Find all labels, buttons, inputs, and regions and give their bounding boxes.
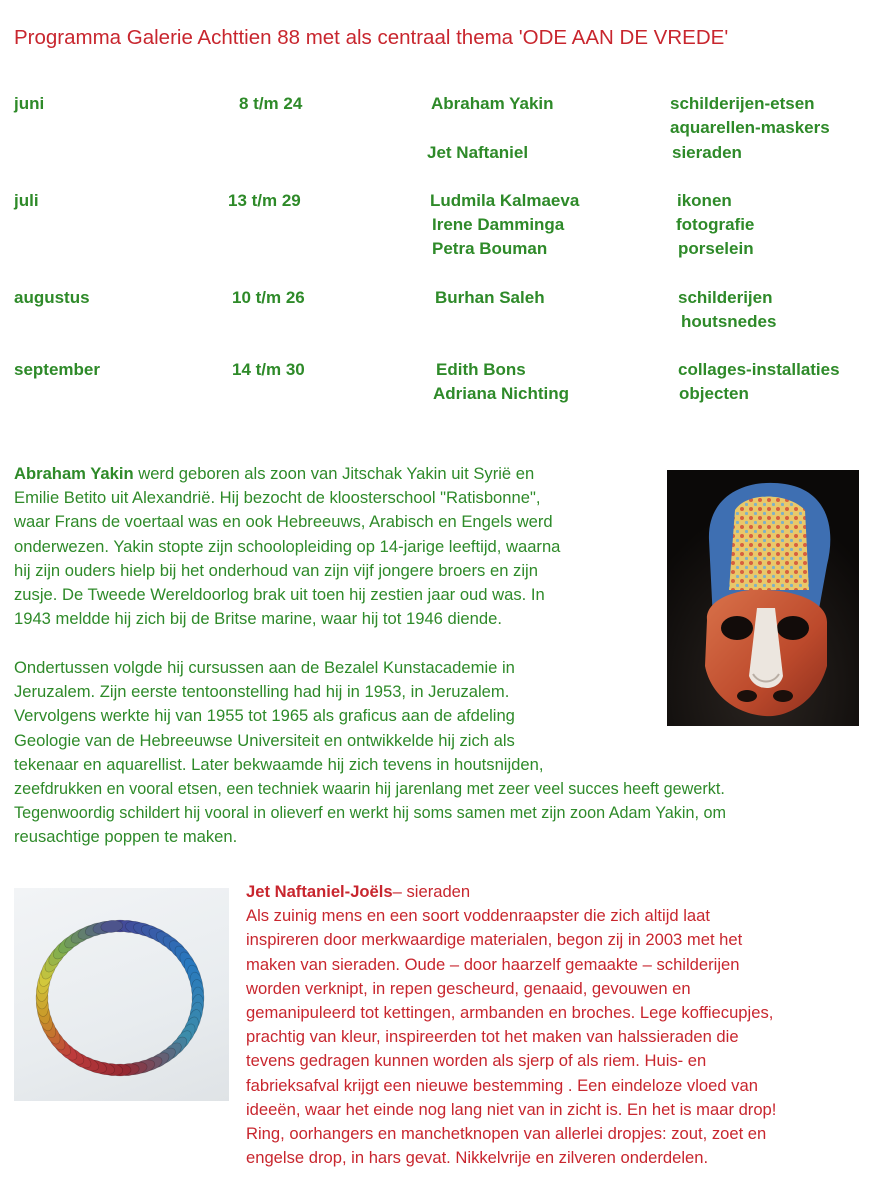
schedule-medium: sieraden: [672, 143, 742, 162]
schedule-dates: 13 t/m 29: [228, 191, 301, 210]
bio-line: werd geboren als zoon van Jitschak Yakin uit Syrië en: [133, 464, 535, 483]
bio-line: inspireren door merkwaardige materialen, begon zij in 2003 met het: [246, 930, 743, 950]
bio-line: Ondertussen volgde hij cursussen aan de Bezalel Kunstacademie in: [14, 658, 515, 677]
artist-name: Jet Naftaniel-Joëls: [246, 882, 393, 901]
schedule-medium: schilderijen-etsen: [670, 94, 815, 113]
bio-line: hij zijn ouders hielp bij het onderhoud van zijn vijf jongere broers en zijn: [14, 560, 538, 580]
bio-line: Vervolgens werkte hij van 1955 tot 1965 als graficus aan de afdeling: [14, 706, 515, 726]
bio-line: maken van sieraden. Oude – door haarzelf gemaakte – schilderijen: [246, 954, 740, 974]
mask-illustration: [667, 470, 859, 726]
bio-line: Emilie Betito uit Alexandrië. Hij bezocht de kloosterschool "Ratisbonne",: [14, 488, 541, 508]
schedule-medium: fotografie: [676, 215, 755, 234]
naftaniel-bio: [246, 880, 871, 1170]
bio-line: ideeën, waar het einde nog lang niet van in zicht is. En het is maar drop!: [246, 1099, 777, 1119]
bio-line: zeefdrukken en vooral etsen, een techniek waarin hij jarenlang met zeer veel succes heeft gewerkt.: [14, 780, 725, 799]
schedule-artist: Irene Damminga: [432, 215, 565, 234]
bio-line: 1943 meldde hij zich bij de Britse marine, waar hij tot 1946 diende.: [14, 609, 502, 629]
bio-line: reusachtige poppen te maken.: [14, 827, 238, 847]
bio-line: Ring, oorhangers en manchetknopen van allerlei dropjes: zout, zoet en: [246, 1124, 767, 1144]
schedule-dates: 10 t/m 26: [232, 288, 305, 307]
bio-line: prachtig van kleur, inspireerden tot het maken van halssieraden die: [246, 1027, 739, 1047]
necklace-photo: [14, 888, 229, 1101]
artist-name: Abraham Yakin: [14, 464, 134, 483]
mask-photo: [667, 470, 859, 726]
bio-line: worden verknipt, in repen gescheurd, genaaid, gevouwen en: [246, 978, 691, 998]
artist-medium: – sieraden: [392, 882, 471, 901]
schedule-artist: Petra Bouman: [432, 239, 548, 258]
schedule-dates: 14 t/m 30: [232, 360, 305, 379]
bio-line: Als zuinig mens en een soort voddenraapster die zich altijd laat: [246, 906, 710, 926]
schedule-artist: Adriana Nichting: [433, 384, 570, 403]
schedule-medium: schilderijen: [678, 288, 773, 307]
yakin-bio-paragraph-1: [14, 462, 654, 631]
schedule-medium: aquarellen-maskers: [670, 118, 830, 137]
schedule-artist: Jet Naftaniel: [427, 143, 529, 162]
bio-line: Jeruzalem. Zijn eerste tentoonstelling had hij in 1953, in Jeruzalem.: [14, 682, 510, 702]
bio-line: tekenaar en aquarellist. Later bekwaamde hij zich tevens in houtsnijden,: [14, 754, 544, 774]
bio-line: tevens gedragen kunnen worden als sjerp of als riem. Huis- en: [246, 1051, 707, 1071]
bio-line: zusje. De Tweede Wereldoorlog brak uit toen hij zestien jaar oud was. In: [14, 585, 545, 605]
bio-line: fabrieksafval krijgt een nieuwe bestemming . Een eindeloze vloed van: [246, 1075, 758, 1095]
bio-line: onderwezen. Yakin stopte zijn schoolopleiding op 14-jarige leeftijd, waarna: [14, 536, 561, 556]
bio-line: Tegenwoordig schildert hij vooral in olieverf en werkt hij soms samen met zijn zoon Adam Yakin, om: [14, 804, 726, 823]
schedule-medium: collages-installaties: [678, 360, 840, 379]
schedule-medium: ikonen: [677, 191, 732, 210]
schedule-medium: objecten: [679, 384, 749, 403]
schedule-dates: 8 t/m 24: [239, 94, 303, 113]
bio-line: Geologie van de Hebreeuwse Universiteit en ontwikkelde hij zich als: [14, 730, 515, 750]
bio-line: engelse drop, in hars gevat. Nikkelvrije en zilveren onderdelen.: [246, 1148, 709, 1168]
page-title: Programma Galerie Achttien 88 met als centraal thema 'ODE AAN DE VREDE': [14, 26, 729, 49]
schedule-month: juli: [14, 191, 39, 210]
necklace-illustration: [14, 888, 229, 1101]
schedule-artist: Burhan Saleh: [435, 288, 545, 307]
bio-line: waar Frans de voertaal was en ook Hebreeuws, Arabisch en Engels werd: [14, 512, 553, 532]
schedule-artist: Abraham Yakin: [431, 94, 554, 113]
schedule-medium: houtsnedes: [681, 312, 777, 331]
schedule-month: september: [14, 360, 100, 379]
schedule-artist: Edith Bons: [436, 360, 526, 379]
schedule-artist: Ludmila Kalmaeva: [430, 191, 580, 210]
schedule-month: augustus: [14, 288, 90, 307]
schedule-month: juni: [14, 94, 45, 113]
schedule-medium: porselein: [678, 239, 754, 258]
bio-line: gemanipuleerd tot kettingen, armbanden en broches. Lege koffiecupjes,: [246, 1003, 774, 1023]
